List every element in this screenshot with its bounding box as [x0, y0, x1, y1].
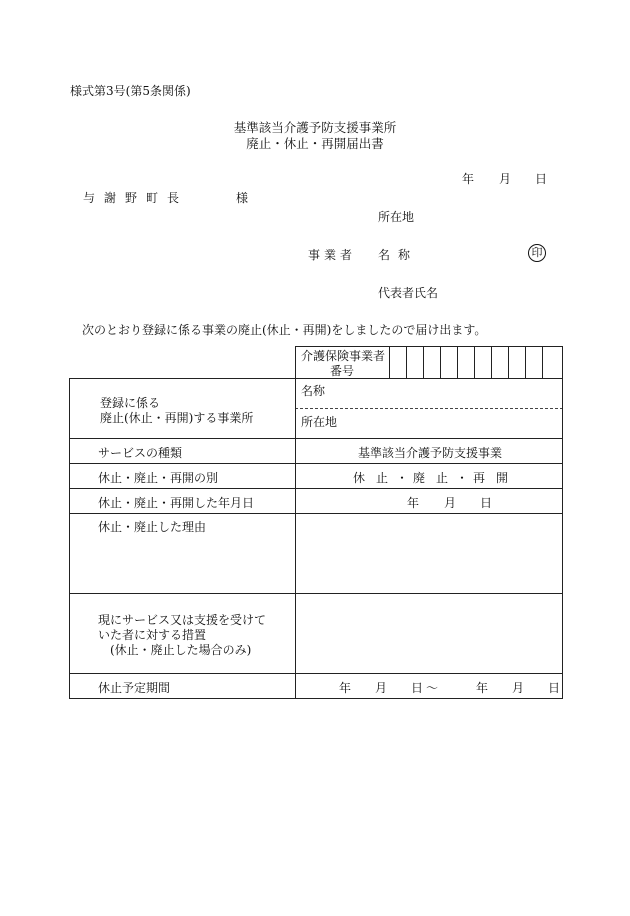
number-box-divider	[491, 346, 492, 378]
office-location-label: 所在地	[301, 415, 338, 429]
office-label-line1: 登録に係る	[100, 396, 161, 410]
table-border	[69, 438, 563, 439]
period-label: 休止予定期間	[98, 681, 171, 695]
service-type-label: サービスの種類	[98, 446, 183, 460]
table-border	[69, 513, 563, 514]
option-resume-char2: 開	[496, 471, 509, 485]
insurer-number-label-line2: 番号	[330, 364, 355, 378]
number-box-divider	[457, 346, 458, 378]
addressee-honorific: 様	[236, 191, 249, 205]
office-label-line2: 廃止(休止・再開)する事業所	[100, 411, 254, 425]
option-suspend-char1: 休	[353, 471, 366, 485]
number-box-divider	[525, 346, 526, 378]
table-border	[69, 673, 563, 674]
table-border	[69, 378, 563, 379]
addressee: 与謝野町長	[83, 191, 189, 205]
table-date-year: 年	[407, 496, 420, 510]
option-separator: ・	[396, 471, 409, 485]
lead-sentence: 次のとおり登録に係る事業の廃止(休止・再開)をしましたので届け出ます。	[82, 323, 487, 337]
table-border	[69, 463, 563, 464]
option-suspend-char2: 止	[376, 471, 389, 485]
table-date-month: 月	[444, 496, 457, 510]
table-date-day: 日	[480, 496, 493, 510]
date-month-label: 月	[499, 172, 512, 186]
applicant-operator-label: 事業者	[308, 248, 357, 262]
table-border	[295, 346, 563, 347]
table-border	[69, 593, 563, 594]
period-end-month: 月	[512, 681, 525, 695]
option-abolish-char1: 廃	[413, 471, 426, 485]
period-tilde: ～	[426, 681, 439, 695]
date-label: 休止・廃止・再開した年月日	[98, 496, 255, 510]
period-start-month: 月	[375, 681, 388, 695]
table-border	[69, 378, 70, 699]
number-box-divider	[389, 346, 390, 378]
number-box-divider	[423, 346, 424, 378]
service-type-value: 基準該当介護予防支援事業	[358, 446, 503, 460]
date-year-label: 年	[462, 172, 475, 186]
applicant-name-label: 名称	[378, 248, 419, 262]
table-divider	[295, 408, 563, 409]
office-name-label: 名称	[301, 384, 326, 398]
measures-label-line3: (休止・廃止した場合のみ)	[110, 643, 252, 657]
number-box-divider	[474, 346, 475, 378]
reason-label: 休止・廃止した理由	[98, 520, 207, 534]
table-border	[69, 488, 563, 489]
table-border	[295, 346, 296, 699]
number-box-divider	[508, 346, 509, 378]
period-start-year: 年	[339, 681, 352, 695]
number-box-divider	[542, 346, 543, 378]
seal-mark-icon: 印	[528, 244, 546, 262]
measures-label-line1: 現にサービス又は支援を受けて	[98, 613, 267, 627]
applicant-location-label: 所在地	[378, 210, 415, 224]
document-title-line1: 基準該当介護予防支援事業所	[233, 120, 397, 135]
measures-label-line2: いた者に対する措置	[98, 628, 207, 642]
period-end-day: 日	[548, 681, 561, 695]
number-box-divider	[440, 346, 441, 378]
number-box-divider	[406, 346, 407, 378]
document-title-line2: 廃止・休止・再開届出書	[246, 136, 384, 151]
table-border	[562, 346, 563, 699]
table-border	[69, 698, 563, 699]
period-start-day: 日	[411, 681, 424, 695]
form-number: 様式第3号(第5条関係)	[70, 84, 191, 98]
period-end-year: 年	[476, 681, 489, 695]
date-day-label: 日	[535, 172, 548, 186]
representative-name-label: 代表者氏名	[378, 286, 439, 300]
option-abolish-char2: 止	[436, 471, 449, 485]
insurer-number-label-line1: 介護保険事業者	[301, 349, 386, 363]
category-label: 休止・廃止・再開の別	[98, 471, 219, 485]
option-separator: ・	[456, 471, 469, 485]
option-resume-char1: 再	[473, 471, 486, 485]
